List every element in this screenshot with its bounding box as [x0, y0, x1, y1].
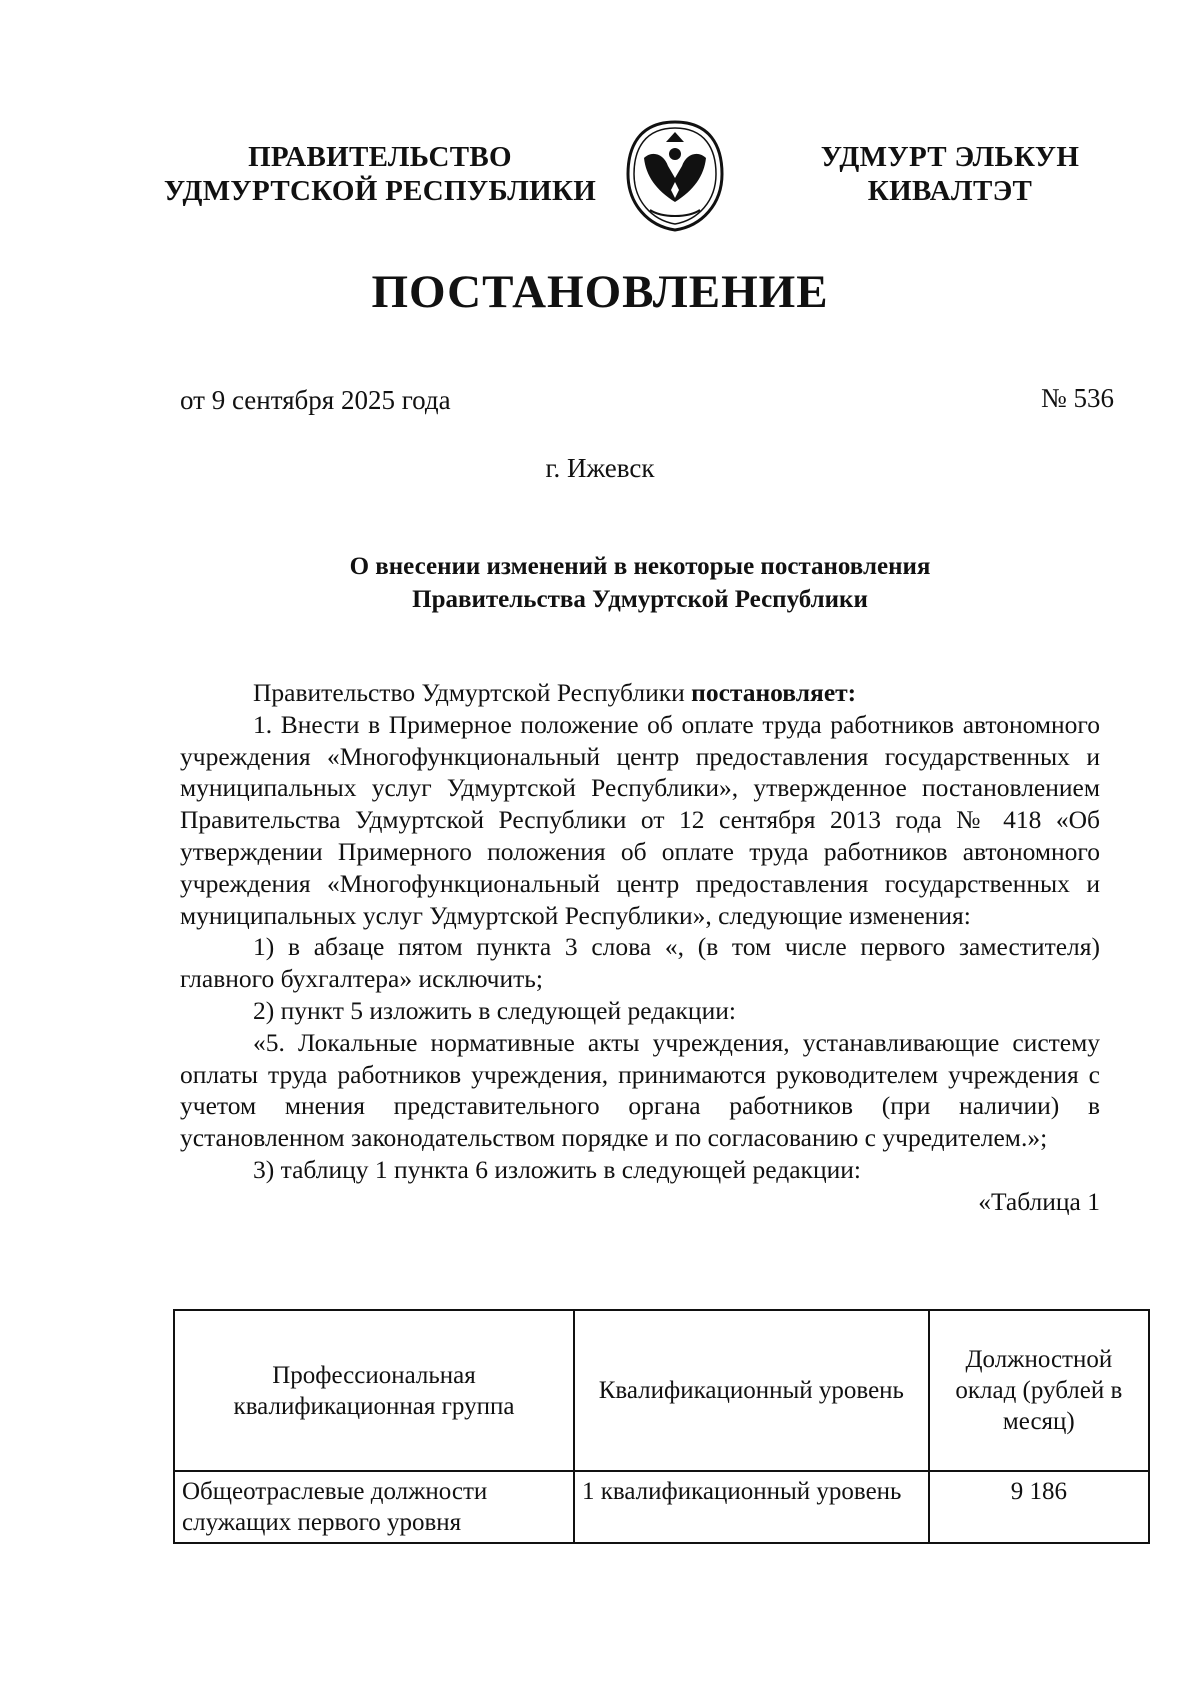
- intro-bold: постановляет:: [691, 678, 857, 707]
- document-date: от 9 сентября 2025 года: [180, 385, 451, 415]
- coat-of-arms-icon: [622, 118, 728, 234]
- table-row: [174, 1471, 1149, 1543]
- cell-level: 1 квалификационный уровень: [574, 1471, 929, 1543]
- header-level: Квалификационный уровень: [574, 1310, 929, 1471]
- header-left-line2: УДМУРТСКОЙ РЕСПУБЛИКИ: [163, 175, 597, 207]
- document-body: [180, 677, 1100, 1218]
- header-left: [160, 140, 600, 208]
- cell-salary: 9 186: [929, 1471, 1149, 1543]
- header-left-line1: ПРАВИТЕЛЬСТВО: [248, 141, 512, 173]
- header-salary: Должностной оклад (рублей в месяц): [929, 1310, 1149, 1471]
- paragraph-4: «5. Локальные нормативные акты учреждения, устанавливающие систему оплаты труда работников учреждения, принимаются руководителем учреждения с учетом мнения представительного органа работников (при наличии) в установленном законодательством порядке и по согласованию с учредителем.»;: [180, 1027, 1100, 1153]
- document-city: г. Ижевск: [545, 453, 655, 483]
- paragraph-1: 1. Внести в Примерное положение об оплате труда работников автономного учреждения «Многофункциональный центр предоставления государственных и муниципальных услуг Удмуртской Республики», утвержденное постановлением Правительства Удмуртской Республики от 12 сентября 2013 года № 418 «Об утверждении Примерного положения об оплате труда работников автономного учреждения «Многофункциональный центр предоставления государственных и муниципальных услуг Удмуртской Республики», следующие изменения:: [180, 709, 1100, 930]
- document-number: № 536: [1040, 383, 1114, 413]
- paragraph-3: 2) пункт 5 изложить в следующей редакции:: [253, 995, 736, 1025]
- table-caption: «Таблица 1: [978, 1186, 1100, 1216]
- intro-text: Правительство Удмуртской Республики: [253, 678, 692, 707]
- cell-group: Общеотраслевые должности служащих первого уровня: [174, 1471, 574, 1543]
- title-line2: Правительства Удмуртской Республики: [412, 586, 868, 613]
- paragraph-2: 1) в абзаце пятом пункта 3 слова «, (в том числе первого заместителя) главного бухгалтера» исключить;: [180, 932, 1100, 994]
- header-group: Профессиональная квалификационная группа: [174, 1310, 574, 1471]
- salary-table: [173, 1309, 1150, 1544]
- table-header-row: [174, 1310, 1149, 1471]
- header-right: [800, 140, 1100, 208]
- intro-paragraph: [180, 677, 1100, 709]
- header-right-line1: УДМУРТ ЭЛЬКУН: [820, 141, 1080, 173]
- header-right-line2: КИВАЛТЭТ: [867, 175, 1033, 207]
- document-type: ПОСТАНОВЛЕНИЕ: [371, 266, 829, 318]
- title-line1: О внесении изменений в некоторые постановления: [349, 553, 931, 580]
- document-title: [180, 550, 1100, 616]
- paragraph-5: 3) таблицу 1 пункта 6 изложить в следующей редакции:: [253, 1154, 861, 1184]
